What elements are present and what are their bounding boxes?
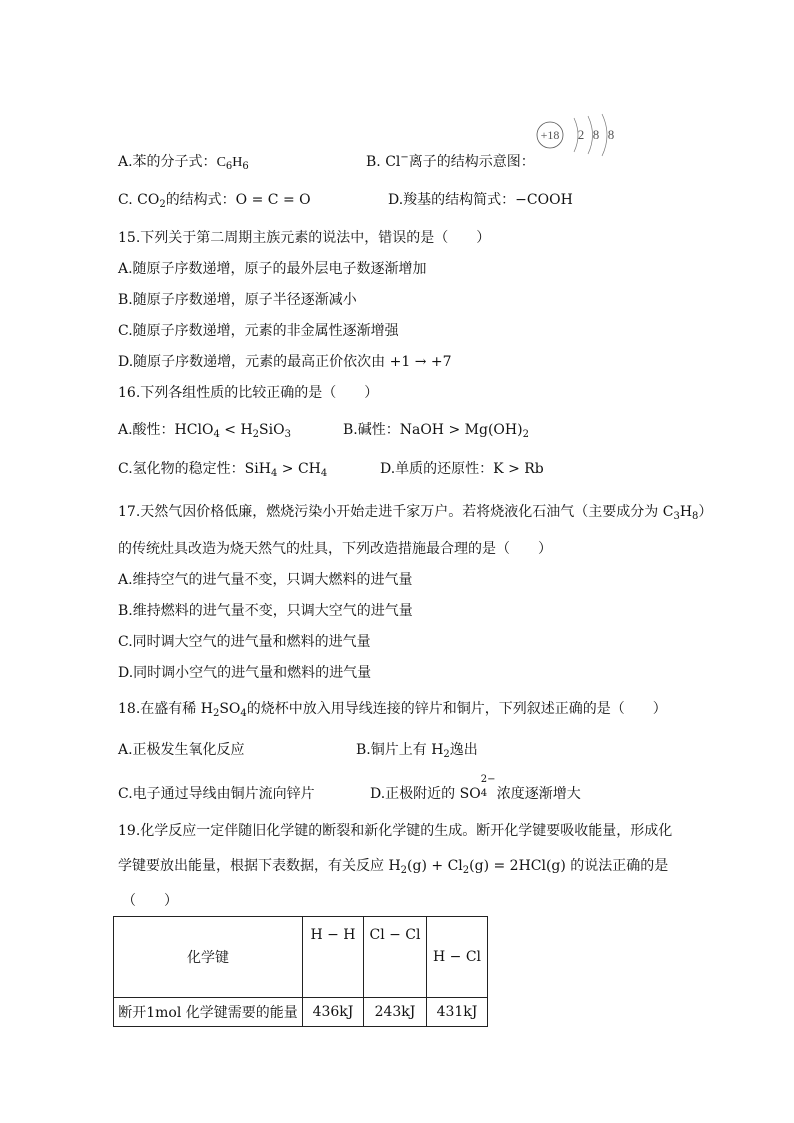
energy-label-cell: 断开1mol 化学键需要的能量 [114, 998, 303, 1027]
q14-option-b: B. Cl−离子的结构示意图： [366, 152, 535, 170]
q14-option-a: A.苯的分子式：$C_6H_6$ [118, 154, 249, 172]
table-energy-row [114, 998, 488, 1027]
header-label-cell: 化学键 [114, 917, 303, 998]
bond-h-h-cell: H − H [303, 917, 364, 998]
q17-stem-line1: 17.天然气因价格低廉，燃烧污染小开始走进千家万户。若将烧液化石油气（主要成分为 $C_3H_8$） [118, 504, 713, 522]
q16-option-a: A.酸性：HClO$_4$ < $H_2SiO_3$ [118, 422, 291, 440]
bond-h-cl-cell: H − Cl [427, 917, 488, 998]
q15-option-a: A.随原子序数递增，原子的最外层电子数逐渐增加 [118, 261, 427, 277]
shell-electrons-2: 8 [592, 127, 600, 142]
q14-option-c: C. $CO_2$的结构式：O = C = O [118, 192, 311, 210]
q14-option-d: D.羧基的结构简式：−COOH [388, 192, 573, 208]
shell-electrons-3: 8 [607, 127, 615, 142]
q15-option-d: D.随原子序数递增，元素的最高正价依次由 +1 → +7 [118, 354, 452, 370]
q18-option-a: A.正极发生氧化反应 [118, 742, 245, 758]
q17-option-d: D.同时调小空气的进气量和燃料的进气量 [118, 665, 372, 681]
q15-option-c: C.随原子序数递增，元素的非金属性逐渐增强 [118, 323, 399, 339]
shell-electrons-1: 2 [577, 127, 585, 142]
q15-option-b: B.随原子序数递增，原子半径逐渐减小 [118, 292, 357, 308]
q16-stem: 16.下列各组性质的比较正确的是（ ） [118, 385, 379, 401]
table-header-row [114, 917, 488, 998]
q18-option-b: B.铜片上有 $H_2$逸出 [356, 742, 478, 760]
q17-stem-line2: 的传统灶具改造为烧天然气的灶具，下列改造措施最合理的是（ ） [118, 541, 552, 557]
q19-stem-line2: 学键要放出能量，根据下表数据，有关反应 $H_2(g) + Cl_2(g) = 2HCl(g)$ 的说法正确的是 [118, 858, 669, 876]
q18-option-c: C.电子通过导线由铜片流向锌片 [118, 786, 315, 802]
q19-answer-parens: （ ） [122, 893, 178, 909]
q15-stem: 15.下列关于第二周期主族元素的说法中，错误的是（ ） [118, 230, 491, 246]
nucleus-charge: +18 [540, 128, 560, 142]
cl-ion-structure-diagram [530, 112, 650, 158]
energy-h-cl-cell: 431kJ [427, 998, 488, 1027]
q16-option-b: B.碱性：NaOH > $Mg(OH)_2$ [343, 422, 529, 440]
q18-stem: 18.在盛有稀 $H_2SO_4$的烧杯中放入用导线连接的锌片和铜片，下列叙述正确的是（ ） [118, 701, 667, 719]
energy-h-h-cell: 436kJ [303, 998, 364, 1027]
q17-option-b: B.维持燃料的进气量不变，只调大空气的进气量 [118, 603, 413, 619]
bond-cl-cl-cell: Cl − Cl [364, 917, 427, 998]
q17-option-c: C.同时调大空气的进气量和燃料的进气量 [118, 634, 371, 650]
q16-option-d: D.单质的还原性：K > Rb [380, 461, 544, 477]
q19-stem-line1: 19.化学反应一定伴随旧化学键的断裂和新化学键的生成。断开化学键要吸收能量，形成化 [118, 823, 673, 839]
q16-option-c: C.氢化物的稳定性：$SiH_4 > CH_4$ [118, 461, 328, 479]
q17-option-a: A.维持空气的进气量不变，只调大燃料的进气量 [118, 572, 413, 588]
energy-cl-cl-cell: 243kJ [364, 998, 427, 1027]
bond-energy-table [113, 916, 488, 1027]
shell-arc-3 [602, 114, 607, 156]
q18-option-d: D.正极附近的 SO 2− 4 浓度逐渐增大 [370, 774, 581, 802]
